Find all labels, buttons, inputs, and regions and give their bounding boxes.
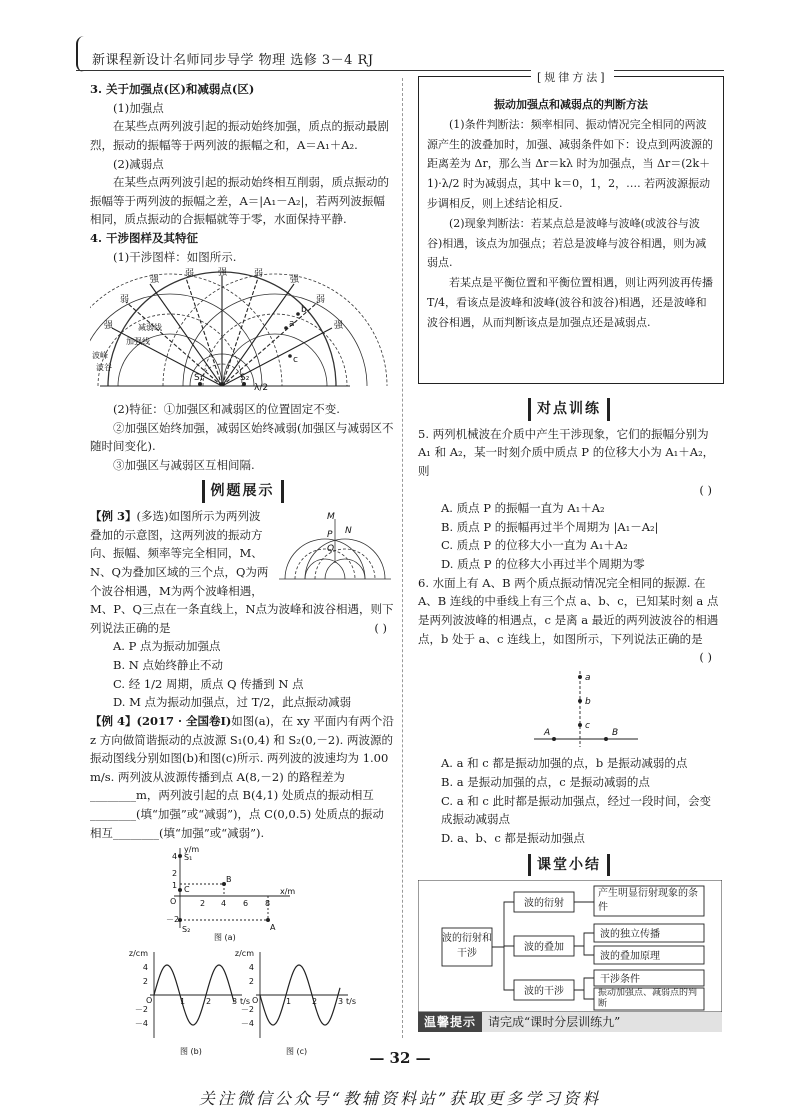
label-A: A	[544, 727, 551, 738]
fig-c-xtick: 1	[286, 996, 292, 1006]
wave-arc	[90, 294, 262, 386]
fig-c-ylabel: z/cm	[234, 948, 254, 958]
right-column	[418, 392, 720, 1018]
header-rule	[76, 70, 724, 71]
fig-a-ytick: －2	[166, 915, 180, 925]
example-3-option: A. P 点为振动加强点	[113, 639, 221, 654]
example-3-option: D. M 点为振动加强点，过 T/2，此点振动减弱	[113, 695, 352, 710]
fig-b-xtick: 1	[180, 996, 186, 1006]
method-para-3: 若某点是平衡位置和平衡位置相遇，则让两列波再传播 T/4，看该点是波峰和波峰(波谷和波谷)相遇，还是波峰和波谷相遇，从而判断该点是加强点还是减弱点.	[427, 276, 713, 329]
fig-a-ytick: 2	[172, 869, 178, 879]
left-column	[90, 80, 395, 1066]
label-weak: 弱	[254, 269, 264, 280]
summary-branch-label: 波的叠加	[524, 942, 564, 954]
fig-b-o: O	[146, 995, 153, 1005]
fig-a-xtick: 6	[243, 899, 249, 909]
question-6: 6. 水面上有 A、B 两个质点振动情况完全相同的振源. 在 A、B 连线的中垂线上有三个点 a、b、c，已知某时刻 a 点是两列波波峰的相遇点，c 是离 a 最近的两列波波谷的相遇点，b 处于 a、c 连线上，如图所示，下列说法正确的是	[418, 575, 719, 646]
point-c-dot	[288, 354, 292, 358]
question-5: 5. 两列机械波在介质中产生干涉现象，它们的振幅分别为 A₁ 和 A₂，某一时刻介质中质点 P 的位移大小为 A₁＋A₂，则	[418, 426, 715, 478]
fig-c-ytick: －2	[240, 1004, 254, 1014]
point-c-dot	[578, 723, 582, 727]
section-3-sub1: (1)加强点	[113, 100, 164, 115]
label-strong: 强	[218, 268, 228, 279]
question-6-option: D. a、b、c 都是振动加强点	[441, 830, 585, 845]
summary-leaf-label: 波的叠加原理	[600, 951, 660, 963]
examples-heading: 例题展示	[90, 480, 395, 503]
fig-c-xtick: 2	[312, 996, 318, 1006]
question-6-option: B. a 是振动加强的点，c 是振动减弱的点	[441, 775, 650, 790]
summary-diagram	[418, 880, 722, 1012]
fig-b-ytick: －2	[134, 1004, 148, 1014]
a-dot	[266, 918, 270, 922]
fig-a-xtick: 2	[200, 899, 206, 909]
summary-connector	[492, 902, 514, 990]
section-3-sub2: (2)减弱点	[113, 156, 164, 171]
summary-connector	[574, 978, 594, 999]
section-3-text1: 在某些点两列波引起的振动始终加强，质点的振动最剧烈，振动的振幅等于两列波的振幅之和，A＝A₁＋A₂.	[90, 119, 389, 152]
fig-b-xtick: 3	[232, 996, 238, 1006]
fig-c-xlabel: t/s	[346, 996, 356, 1006]
fig-a-xtick: 4	[221, 899, 227, 909]
reminder-label: 温馨提示	[418, 1012, 482, 1032]
summary-connector	[574, 933, 594, 955]
fig-b-ylabel: z/cm	[128, 948, 148, 958]
point-a-dot	[578, 675, 582, 679]
answer-paren: ( )	[699, 482, 712, 497]
section-4-sub1: (1)干涉图样：如图所示.	[113, 249, 237, 264]
label-strong: 强	[290, 275, 300, 286]
question-5-option: A. 质点 P 的振幅一直为 A₁＋A₂	[441, 501, 605, 516]
label-lambda-half: λ/2	[254, 383, 269, 394]
label-strong: 强	[104, 321, 114, 332]
example-3-figure	[275, 507, 395, 587]
summary-root-label: 波的衍射和干涉	[442, 933, 492, 960]
example-4-figure-a	[90, 842, 395, 942]
fig-b-ytick: －4	[134, 1018, 148, 1028]
summary-leaf-label: 产生明显衍射现象的条件	[598, 888, 698, 914]
interference-pattern-figure	[90, 266, 395, 394]
fig-a-s1: S₁	[184, 853, 193, 863]
method-para-1: (1)条件判断法：频率相同、振动情况完全相同的两波源产生的波叠加时，加强、减弱条件如下：设点到两波源的距离差为 Δr，那么当 Δr＝kλ 时为加强点，当 Δr＝(2k＋1)·λ/2 时为减弱点，其中 k＝0，1，2，…. 若两波源振动步调相反，则上述结论相反.	[427, 117, 713, 210]
wave-arc	[203, 314, 347, 386]
fig-b-ytick: 2	[142, 976, 148, 986]
summary-heading: 课堂小结	[418, 854, 720, 877]
label-c: c	[585, 720, 590, 731]
question-6-option: C. a 和 c 此时都是振动加强点，经过一段时间，会变成振动减弱点	[441, 793, 711, 827]
label-strong: 强	[334, 321, 344, 332]
label-b: b	[585, 696, 591, 707]
fig-a-ytick: 1	[172, 881, 178, 891]
fig-b-xlabel: t/s	[240, 996, 250, 1006]
label-weak: 弱	[316, 295, 326, 306]
fig-a-xtick: 8	[265, 899, 271, 909]
label-m: M	[327, 512, 335, 523]
fig-a-ytick: 4	[172, 852, 178, 862]
s1-dot	[178, 854, 182, 858]
point-b-dot	[578, 699, 582, 703]
example-3-label: 【例 3】	[90, 509, 137, 524]
section-3-text2: 在某些点两列波引起的振动始终相互削弱，质点振动的振幅等于两列波的振幅之差，A＝|A₁－A₂|，若两列波振幅相同，质点振动的合振幅就等于零，水面保持平静.	[90, 175, 389, 227]
example-4-figures-bc	[90, 948, 395, 1060]
fig-a-b: B	[226, 875, 232, 885]
label-weak: 弱	[120, 295, 130, 306]
c-dot	[178, 888, 182, 892]
summary-leaf-label: 干涉条件	[600, 974, 640, 986]
section-4-feature2: ②加强区始终加强，减弱区始终减弱(加强区与减弱区不随时间变化).	[90, 420, 394, 454]
answer-paren: ( )	[699, 650, 712, 665]
label-s1: S₁	[194, 373, 204, 384]
label-a: a	[585, 672, 591, 683]
fig-a-caption: 图 (a)	[214, 933, 236, 943]
question-5-option: D. 质点 P 的位移大小再过半个周期为零	[441, 557, 645, 572]
point-b-dot	[296, 312, 300, 316]
question-6-figure	[418, 667, 718, 749]
strong-line	[222, 284, 294, 386]
example-3-option: C. 经 1/2 周期，质点 Q 传播到 N 点	[113, 676, 304, 691]
example-3	[90, 507, 395, 712]
answer-paren: ( )	[374, 620, 387, 635]
question-5-option: B. 质点 P 的振幅再过半个周期为 |A₁－A₂|	[441, 519, 659, 534]
method-tag: [规律方法]	[531, 68, 614, 88]
fig-b-xtick: 2	[206, 996, 212, 1006]
wave-arc	[163, 274, 387, 386]
label-weak: 弱	[185, 269, 195, 280]
question-5-option: C. 质点 P 的位移大小一直为 A₁＋A₂	[441, 538, 628, 553]
fig-b-caption: 图 (b)	[180, 1046, 202, 1056]
method-para-2: (2)现象判断法：若某点总是波峰与波峰(或波谷与波谷)相遇，该点为加强点；若总是波峰与波谷相遇，则为减弱点.	[427, 216, 707, 270]
header-bracket	[76, 36, 88, 72]
training-heading: 对点训练	[418, 398, 720, 421]
section-4-feature3: ③加强区与减弱区互相间隔.	[113, 457, 255, 472]
label-p: P	[327, 530, 333, 541]
source-b-dot	[604, 737, 608, 741]
wave-arc	[183, 294, 367, 386]
fig-c-xtick: 3	[338, 996, 344, 1006]
question-6-option: A. a 和 c 都是振动加强的点，b 是振动减弱的点	[441, 756, 688, 771]
page-number: — 32 —	[369, 1049, 431, 1067]
fig-a-o: O	[170, 897, 177, 907]
example-4-source: (2017 · 全国卷Ⅰ)	[136, 713, 232, 728]
label-a: a	[289, 319, 295, 330]
label-c: c	[293, 355, 298, 366]
method-title: 振动加强点和减弱点的判断方法	[494, 98, 648, 111]
label-weak-line: 减弱线	[138, 323, 162, 333]
wave-arc	[315, 549, 375, 579]
fig-c-caption: 图 (c)	[286, 1046, 308, 1056]
example-4-label: 【例 4】	[90, 713, 137, 728]
fig-c-ytick: －4	[240, 1018, 254, 1028]
label-B: B	[612, 727, 619, 738]
reminder-bar	[418, 1012, 722, 1032]
source-a-dot	[552, 737, 556, 741]
label-strong: 强	[150, 275, 160, 286]
fig-a-ylabel: y/m	[184, 845, 200, 855]
example-4-text: 如图(a)，在 xy 平面内有两个沿 z 方向做简谐振动的点波源 S₁(0,4) 和 S₂(0,－2). 两波源的振动图线分别如图(b)和图(c)所示. 两列波的波速均为 1.00 m/s. 两列波从波源传播到点 A(8,－2) 的路程差为________m，两列波引起的点 B(4,1) 处质点的振动相互________(填“加强”或“减弱”)，点 C(0,0.5) 处质点的振动相互________(填“加强”或“减弱”).	[90, 713, 394, 840]
fig-a-c: C	[184, 885, 190, 895]
summary-leaf-label: 振动加强点、减弱点的判断	[598, 988, 698, 1010]
page-header-title: 新课程新设计名师同步导学 物理 选修 3－4 RJ	[92, 53, 374, 68]
label-s2: S₂	[240, 373, 250, 384]
section-4-feature1: (2)特征：①加强区和减弱区的位置固定不变.	[113, 401, 340, 416]
wave-arc	[223, 334, 327, 386]
footer-note: 关注微信公众号“教辅资料站”获取更多学习资料	[198, 1089, 602, 1108]
example-3-text: (多选)如图所示为两列波叠加的示意图，这两列波的振动方向、振幅、频率等完全相同，M、N、Q为叠加区域的三个点，Q为两个波谷相遇，M为两个波峰相遇，M、P、Q三点在一条直线上，N点为波峰和波谷相遇，则下列说法正确的是	[90, 509, 394, 635]
method-box	[418, 71, 724, 384]
label-q: Q	[327, 544, 335, 555]
fig-a-xlabel: x/m	[280, 887, 296, 897]
fig-c-ytick: 4	[248, 962, 254, 972]
column-divider	[402, 78, 403, 1038]
fig-a-s2: S₂	[182, 925, 191, 935]
label-b: b	[301, 305, 307, 316]
summary-leaf-label: 波的独立传播	[600, 929, 660, 941]
label-trough: 波谷	[96, 363, 112, 373]
label-crest: 波峰	[92, 351, 108, 361]
fig-b-ytick: 4	[142, 962, 148, 972]
fig-c-ytick: 2	[248, 976, 254, 986]
example-3-option: B. N 点始终静止不动	[113, 658, 223, 673]
summary-branch-label: 波的衍射	[524, 898, 564, 910]
wave-arc	[98, 314, 242, 386]
wave-arc	[295, 549, 355, 579]
fig-c-o: O	[252, 995, 259, 1005]
reminder-text: 请完成“课时分层训练九”	[488, 1015, 621, 1029]
label-n: N	[345, 526, 352, 537]
summary-branch-label: 波的干涉	[524, 986, 564, 998]
fig-a-a: A	[270, 923, 276, 933]
section-3-title: 3. 关于加强点(区)和减弱点(区)	[90, 82, 255, 96]
section-4-title: 4. 干涉图样及其特征	[90, 231, 199, 245]
label-strong-line: 加强线	[126, 337, 150, 347]
point-a-dot	[284, 326, 288, 330]
